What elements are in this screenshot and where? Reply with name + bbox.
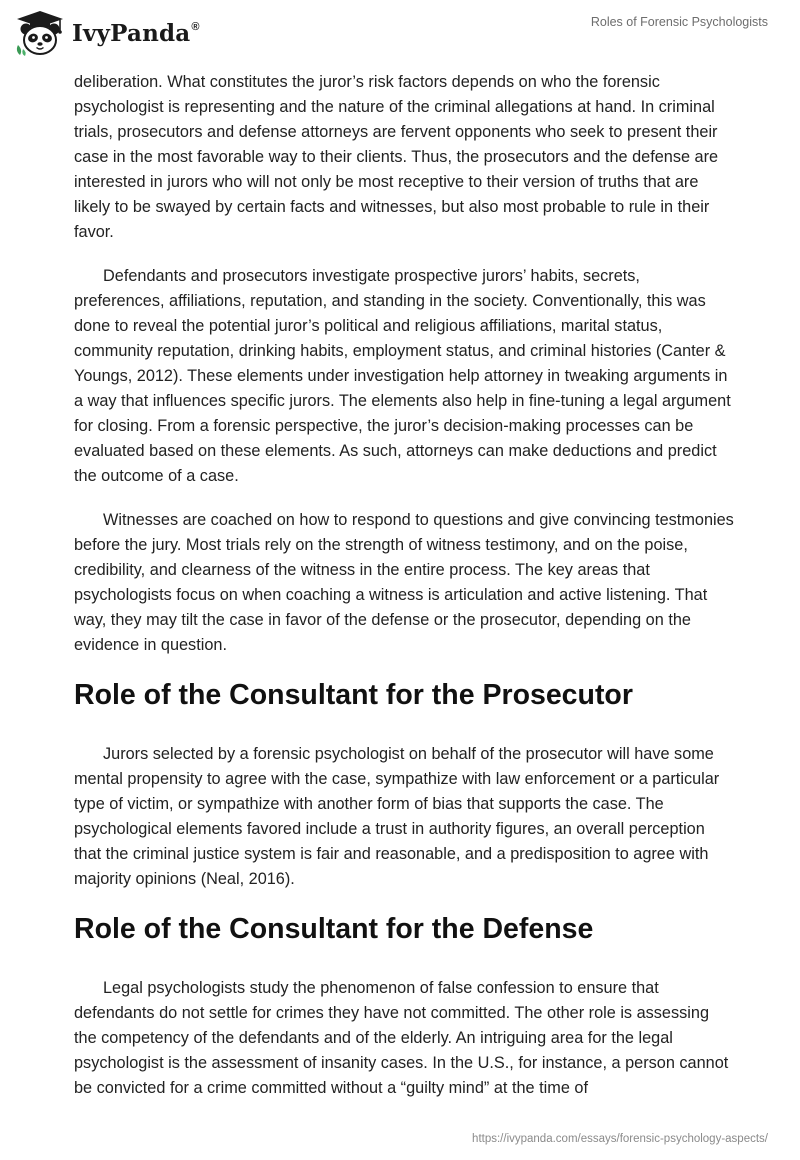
essay-content	[74, 70, 734, 1120]
paragraph-1: deliberation. What constitutes the juror’s risk factors depends on who the forensic psychologist is representing and the nature of the criminal allegations at hand. In criminal trials, prosecutors and defense attorneys are fervent opponents who seek to present their case in the most favorable way to their clients. Thus, the prosecutors and the defense are interested in jurors who will not only be most receptive to their version of truths that are likely to be swayed by certain facts and witnesses, but also most probable to rule in their favor.	[74, 73, 719, 241]
paragraph-5: Legal psychologists study the phenomenon of false confession to ensure that defendants do not settle for crimes they have not committed. The other role is assessing the competency of the defendants and of the elderly. An intriguing area for the legal psychologist is the assessment of insanity cases. In the U.S., for instance, a person cannot be convicted for a crime committed without a “guilty mind” at the time of	[74, 979, 729, 1097]
page-header	[0, 0, 800, 64]
brand-name: IvyPanda®	[72, 19, 200, 47]
paragraph-2: Defendants and prosecutors investigate prospective jurors’ habits, secrets, preferences, affiliations, reputation, and standing in the society. Conventionally, this was done to reveal the potential juror’s political and religious affiliations, marital status, community reputation, drinking habits, employment status, and criminal histories (Canter & Youngs, 2012). These elements under investigation help attorney in tweaking arguments in a way that influences specific jurors. The elements also help in fine-tuning a legal argument for closing. From a forensic perspective, the juror’s decision-making processes can be evaluated based on these elements. As such, attorneys can make deductions and predict the outcome of a case.	[74, 267, 731, 485]
heading-prosecutor: Role of the Consultant for the Prosecutor	[74, 679, 633, 711]
ivypanda-logo[interactable]	[14, 9, 200, 57]
heading-defense: Role of the Consultant for the Defense	[74, 913, 594, 945]
source-url[interactable]: https://ivypanda.com/essays/forensic-psychology-aspects/	[472, 1133, 768, 1145]
paragraph-3: Witnesses are coached on how to respond to questions and give convincing testmonies before the jury. Most trials rely on the strength of witness testimony, and on the poise, credibility, and clearness of the witness in the entire process. The key areas that psychologists focus on when coaching a witness is articulation and active listening. That way, they may tilt the case in favor of the defense or the prosecutor, depending on the evidence in question.	[74, 511, 734, 654]
paragraph-4: Jurors selected by a forensic psychologist on behalf of the prosecutor will have some mental propensity to agree with the case, sympathize with law enforcement or a particular type of victim, or sympathize with another form of bias that supports the case. The psychological elements favored include a trust in authority figures, an overall perception that the criminal justice system is fair and reasonable, and a predisposition to agree with majority opinions (Neal, 2016).	[74, 745, 720, 888]
document-title: Roles of Forensic Psychologists	[590, 15, 768, 29]
panda-graduation-cap-icon	[14, 9, 66, 57]
